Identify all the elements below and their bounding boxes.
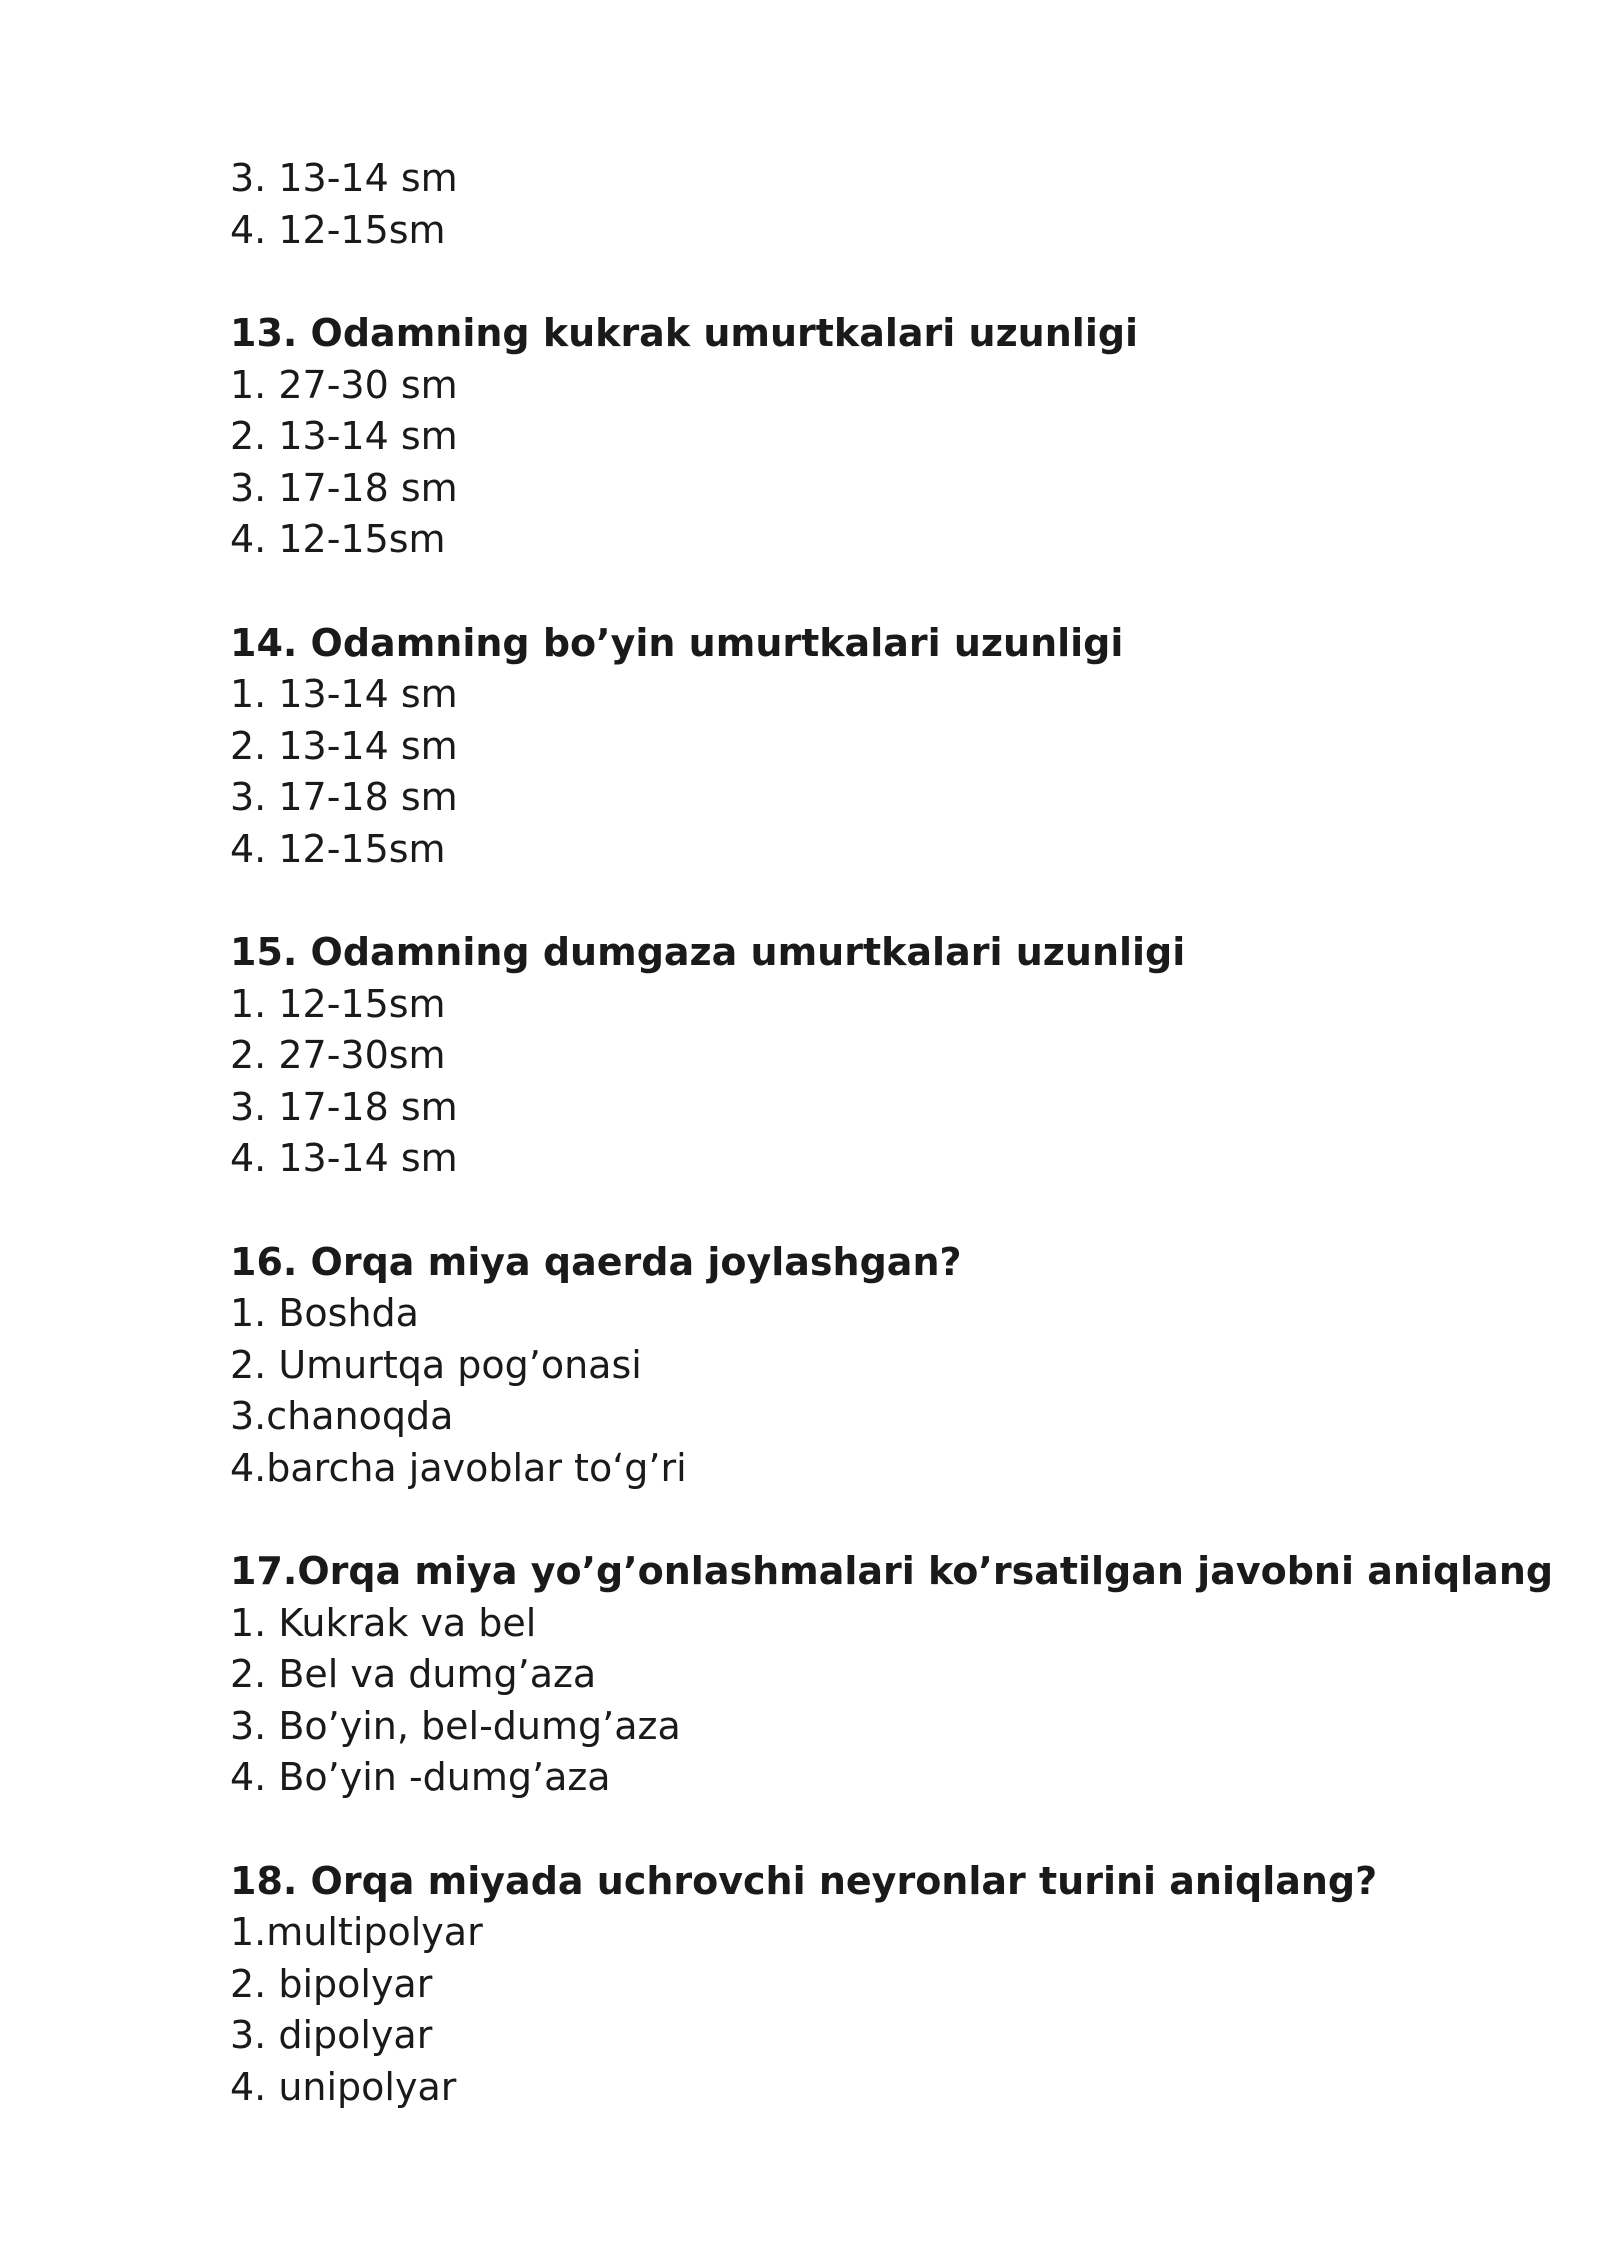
option-text: 4. 12-15sm (230, 517, 446, 561)
question-block (230, 1856, 1530, 2114)
option-text: 1. 27-30 sm (230, 362, 458, 407)
option-text: 1. Kukrak va bel (230, 1600, 537, 1645)
question-title: 13. Odamning kukrak umurtkalari uzunligi (230, 311, 1139, 355)
option-text: 2. 13-14 sm (230, 414, 458, 458)
option-text: 2. 27-30sm (230, 1033, 446, 1077)
option-text: 3. dipolyar (230, 2013, 433, 2057)
continued-options (230, 153, 1530, 256)
option-text: 3.chanoqda (230, 1394, 454, 1438)
option-text: 1. Boshda (230, 1291, 419, 1335)
question-title: 14. Odamning bo’yin umurtkalari uzunligi (230, 620, 1124, 665)
question-block (230, 1546, 1554, 1804)
option-text: 4. 12-15sm (230, 826, 446, 871)
option-text: 2. bipolyar (230, 1961, 433, 2006)
question-block (230, 308, 1530, 566)
option-text: 4. 12-15sm (230, 207, 446, 252)
option-text: 1.multipolyar (230, 1910, 483, 1954)
option-text: 4. Bo’yin -dumg’aza (230, 1755, 611, 1799)
question-block (230, 1237, 1530, 1495)
option-text: 1. 12-15sm (230, 981, 446, 1026)
option-text: 2. 13-14 sm (230, 723, 458, 768)
option-text: 4. unipolyar (230, 2064, 457, 2109)
question-title: 16. Orqa miya qaerda joylashgan? (230, 1239, 962, 1284)
option-text: 1. 13-14 sm (230, 672, 458, 716)
option-text: 3. 17-18 sm (230, 775, 458, 819)
option-text: 2. Bel va dumg’aza (230, 1652, 597, 1696)
option-text: 3. 17-18 sm (230, 1084, 458, 1129)
option-text: 3. Bo’yin, bel-dumg’aza (230, 1703, 681, 1748)
question-title: 17.Orqa miya yo’g’onlashmalari ko’rsatilgan javobni aniqlang (230, 1549, 1554, 1593)
option-text: 3. 17-18 sm (230, 465, 458, 510)
option-text: 2. Umurtqa pog’onasi (230, 1342, 642, 1387)
option-text: 4. 13-14 sm (230, 1136, 458, 1180)
option-text: 3. 13-14 sm (230, 156, 458, 200)
question-block (230, 618, 1530, 876)
question-block (230, 927, 1530, 1185)
option-text: 4.barcha javoblar to‘g’ri (230, 1445, 687, 1490)
question-title: 15. Odamning dumgaza umurtkalari uzunligi (230, 930, 1186, 974)
question-title: 18. Orqa miyada uchrovchi neyronlar turini aniqlang? (230, 1858, 1378, 1903)
document-page (230, 153, 1554, 2113)
